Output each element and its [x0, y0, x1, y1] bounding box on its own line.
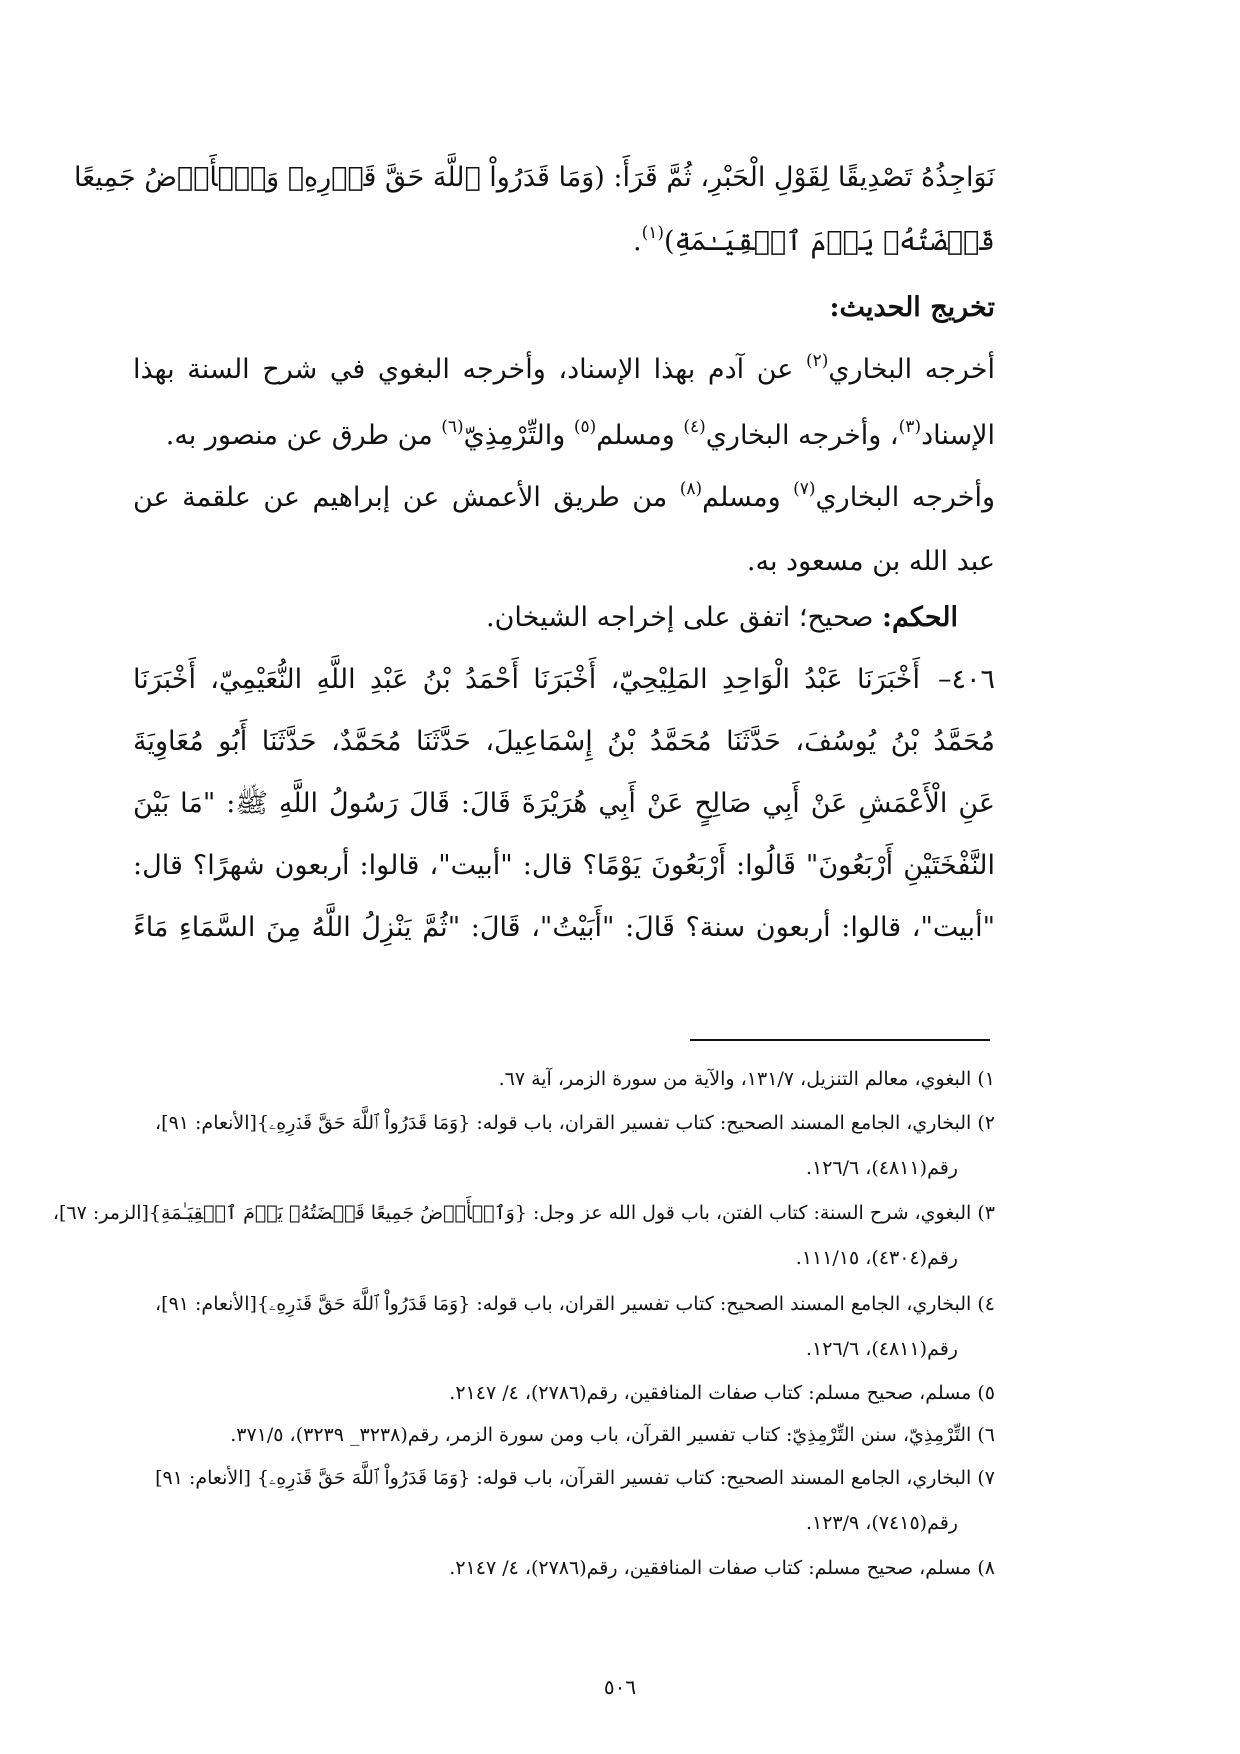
footnote-3: ٣) البغوي، شرح السنة: كتاب الفتن، باب قول الله عز وجل: {وَٱلۡأَرۡضُ جَمِيعًا قَبۡضَتُهُۥ يَوۡمَ ٱلۡقِيَـٰمَةِ}[الزمر: ٦٧]،: [52, 1202, 995, 1224]
footnote-ref-8[interactable]: (٨): [679, 479, 703, 499]
footnote-1: ١) البغوي، معالم التنزيل، ١٣١/٧، والآية من سورة الزمر، آية ٦٧.: [498, 1068, 995, 1090]
body-line-13: [133, 908, 995, 948]
footnote-ref-5[interactable]: (٥): [573, 417, 597, 437]
footnote-ref-3[interactable]: (٣): [898, 417, 922, 437]
page-number: ٥٠٦: [603, 1675, 637, 1699]
matn-text-3: "أبيت"، قالوا: أربعون سنة؟ قَالَ: "أَبَيْتُ"، قَالَ: "ثُمَّ يَنْزِلُ اللَّهُ مِنَ السَّمَاءِ مَاءً: [133, 912, 995, 943]
matn-text-1: عَنِ الْأَعْمَشِ عَنْ أَبِي صَالِحٍ عَنْ أَبِي هُرَيْرَةَ قَالَ: قَالَ رَسُولُ اللَّهِ ﷺ: "مَا بَيْنَ: [133, 788, 995, 819]
ruling-text: صحيح؛ اتفق على إخراجه الشيخان.: [486, 602, 882, 633]
footnote-5: ٥) مسلم، صحيح مسلم: كتاب صفات المنافقين، رقم(٢٧٨٦)، ٤/ ٢١٤٧.: [449, 1382, 995, 1404]
footnote-ref-6[interactable]: (٦): [441, 417, 464, 437]
footnote-2: ٢) البخاري، الجامع المسند الصحيح: كتاب تفسير القران، باب قوله: {وَمَا قَدَرُواْ ٱللَّهَ حَقَّ قَدۡرِهِۦ}[الأنعام: ٩١]،: [155, 1112, 995, 1134]
footnote-3-cont: رقم(٤٣٠٤)، ١١١/١٥.: [795, 1247, 958, 1269]
quran-verse-end: قَبۡضَتُهُۥ يَوۡمَ ٱلۡقِيَـٰمَةِ): [664, 226, 995, 257]
body-line-11: [133, 784, 995, 824]
body-line-7: عبد الله بن مسعود به.: [746, 546, 995, 577]
quran-verse-text: نَوَاجِذُهُ تَصْدِيقًا لِقَوْلِ الْحَبْرِ، ثُمَّ قَرَأَ: (وَمَا قَدَرُواْ ٱللَّهَ حَقَّ قَدۡرِهِۦ وَٱلۡأَرۡضُ جَمِيعًا: [73, 162, 995, 193]
body-line-4: أخرجه البخاري$^{(٢)}$ عن آدم بهذا الإسناد، وأخرجه البغوي في شرح السنة بهذا: [133, 351, 995, 385]
footnote-4: ٤) البخاري، الجامع المسند الصحيح: كتاب تفسير القران، باب قوله: {وَمَا قَدَرُواْ ٱللَّهَ حَقَّ قَدۡرِهِۦ}[الأنعام: ٩١]،: [155, 1293, 995, 1315]
footnote-ref-7[interactable]: (٧): [793, 479, 816, 499]
footnote-8: ٨) مسلم، صحيح مسلم: كتاب صفات المنافقين، رقم(٢٧٨٦)، ٤/ ٢١٤٧.: [449, 1557, 995, 1579]
body-line-12: [133, 846, 995, 886]
footnote-4-cont: رقم(٤٨١١)، ١٢٦/٦.: [805, 1338, 958, 1360]
takhrij-heading: تخريج الحديث:: [829, 292, 995, 323]
ruling-line: [486, 598, 958, 638]
isnad-text-2: مُحَمَّدُ بْنُ يُوسُفَ، حَدَّثَنَا مُحَمَّدُ بْنُ إِسْمَاعِيلَ، حَدَّثَنَا مُحَمَّدٌ، حَدَّثَنَا أَبُو مُعَاوِيَةَ: [133, 726, 995, 757]
body-line-2: قَبۡضَتُهُۥ يَوۡمَ ٱلۡقِيَـٰمَةِ)$^{(١)}$.: [633, 223, 995, 257]
footnote-ref-2[interactable]: (٢): [806, 351, 829, 371]
hadith-number: ٤٠٦–: [937, 664, 995, 695]
footnote-ref-1[interactable]: (١): [641, 223, 665, 243]
footnote-2-cont: رقم(٤٨١١)، ١٢٦/٦.: [805, 1157, 958, 1179]
ruling-label: الحكم:: [881, 602, 958, 633]
isnad-text-1: أَخْبَرَنَا عَبْدُ الْوَاحِدِ المَلِيْحِيّ، أَخْبَرَنَا أَحْمَدُ بْنُ عَبْدِ اللَّهِ النُّعَيْمِيّ، أَخْبَرَنَا: [133, 664, 920, 695]
footnote-ref-4[interactable]: (٤): [683, 417, 706, 437]
footnote-6: ٦) التِّرْمِذِيّ، سنن التِّرْمِذِيّ: كتاب تفسير القرآن، باب ومن سورة الزمر، رقم(٣٢٣٨_ ٣٢٣٩)، ٣٧١/٥.: [230, 1424, 995, 1446]
body-line-10: [133, 722, 995, 762]
section-heading: [829, 288, 995, 328]
footnote-separator: [690, 1039, 990, 1041]
footnote-7: ٧) البخاري، الجامع المسند الصحيح: كتاب تفسير القرآن، باب قوله: {وَمَا قَدَرُواْ ٱللَّهَ حَقَّ قَدۡرِهِۦ} [الأنعام: ٩١]: [155, 1467, 995, 1489]
footnote-7-cont: رقم(٧٤١٥)، ١٢٣/٩.: [805, 1512, 958, 1534]
body-line-6: وأخرجه البخاري$^{(٧)}$ ومسلم$^{(٨)}$ من طريق الأعمش عن إبراهيم عن علقمة عن: [133, 479, 995, 513]
matn-text-2: النَّفْخَتَيْنِ أَرْبَعُونَ" قَالُوا: أَرْبَعُونَ يَوْمًا؟ قال: "أبيت"، قالوا: أربعون شهرًا؟ قال:: [133, 850, 995, 881]
body-line-1: [73, 158, 995, 198]
body-line-9: [133, 660, 920, 700]
body-line-5: الإسناد$^{(٣)}$، وأخرجه البخاري$^{(٤)}$ ومسلم$^{(٥)}$ والتِّرْمِذِيّ$^{(٦)}$ من طرق عن منصور به.: [165, 417, 995, 451]
